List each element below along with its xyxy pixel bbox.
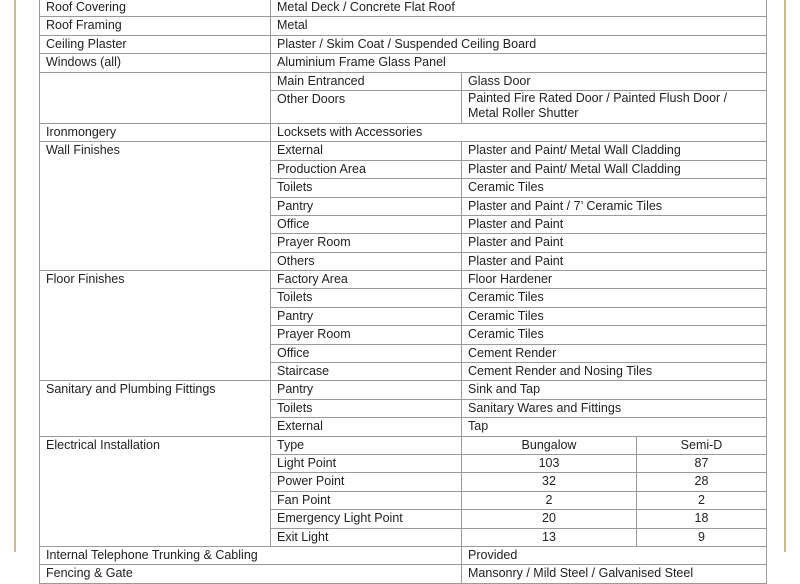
table-row <box>40 17 767 35</box>
row-label: Roof Framing <box>40 17 271 35</box>
row-label-empty <box>40 72 271 123</box>
row-value: Plaster / Skim Coat / Suspended Ceiling Board <box>271 35 767 53</box>
row-label: Ironmongery <box>40 123 271 141</box>
row-item: Type <box>271 436 462 454</box>
row-item: Staircase <box>271 363 462 381</box>
table-row <box>40 72 767 90</box>
row-value: Cement Render and Nosing Tiles <box>462 363 767 381</box>
row-label: Floor Finishes <box>40 271 271 381</box>
table-row <box>40 565 767 583</box>
semi-d-value: 28 <box>637 473 767 491</box>
row-label: Sanitary and Plumbing Fittings <box>40 381 271 436</box>
specification-table <box>39 0 767 584</box>
row-value: Provided <box>462 546 767 564</box>
row-item: Office <box>271 215 462 233</box>
bungalow-value: 2 <box>462 491 637 509</box>
row-item: Power Point <box>271 473 462 491</box>
row-value: Metal <box>271 17 767 35</box>
row-value: Plaster and Paint <box>462 252 767 270</box>
row-item: External <box>271 418 462 436</box>
row-value: Plaster and Paint/ Metal Wall Cladding <box>462 142 767 160</box>
semi-d-value: 9 <box>637 528 767 546</box>
row-item: Production Area <box>271 160 462 178</box>
row-item: Pantry <box>271 197 462 215</box>
row-value: Plaster and Paint <box>462 215 767 233</box>
row-label: Roof Covering <box>40 0 271 17</box>
row-item: Light Point <box>271 454 462 472</box>
row-value: Tap <box>462 418 767 436</box>
row-value: Sink and Tap <box>462 381 767 399</box>
row-value: Metal Deck / Concrete Flat Roof <box>271 0 767 17</box>
row-value: Ceramic Tiles <box>462 307 767 325</box>
row-value: Mansonry / Mild Steel / Galvanised Steel <box>462 565 767 583</box>
row-item: Toilets <box>271 179 462 197</box>
table-row <box>40 436 767 454</box>
column-header-semi-d: Semi-D <box>637 436 767 454</box>
table-row <box>40 35 767 53</box>
row-item: External <box>271 142 462 160</box>
row-item: Main Entranced <box>271 72 462 90</box>
row-value: Plaster and Paint / 7’ Ceramic Tiles <box>462 197 767 215</box>
row-item: Emergency Light Point <box>271 510 462 528</box>
row-value: Painted Fire Rated Door / Painted Flush Door / Metal Roller Shutter <box>462 90 767 123</box>
row-item: Prayer Room <box>271 234 462 252</box>
table-row <box>40 54 767 72</box>
bungalow-value: 13 <box>462 528 637 546</box>
row-item: Other Doors <box>271 90 462 123</box>
row-value: Ceramic Tiles <box>462 289 767 307</box>
row-item: Pantry <box>271 307 462 325</box>
row-item: Exit Light <box>271 528 462 546</box>
page-border-left <box>14 0 16 552</box>
row-item: Fan Point <box>271 491 462 509</box>
row-item: Toilets <box>271 399 462 417</box>
row-value: Glass Door <box>462 72 767 90</box>
row-item: Toilets <box>271 289 462 307</box>
semi-d-value: 87 <box>637 454 767 472</box>
row-value: Ceramic Tiles <box>462 326 767 344</box>
row-item: Others <box>271 252 462 270</box>
page-border-right <box>784 0 786 552</box>
row-value: Locksets with Accessories <box>271 123 767 141</box>
row-label: Wall Finishes <box>40 142 271 271</box>
row-item: Prayer Room <box>271 326 462 344</box>
row-item: Office <box>271 344 462 362</box>
row-value: Plaster and Paint <box>462 234 767 252</box>
column-header-bungalow: Bungalow <box>462 436 637 454</box>
semi-d-value: 18 <box>637 510 767 528</box>
row-item: Pantry <box>271 381 462 399</box>
row-value: Ceramic Tiles <box>462 179 767 197</box>
row-label: Electrical Installation <box>40 436 271 546</box>
table-row <box>40 381 767 399</box>
row-value: Cement Render <box>462 344 767 362</box>
table-row <box>40 271 767 289</box>
bungalow-value: 20 <box>462 510 637 528</box>
row-value: Plaster and Paint/ Metal Wall Cladding <box>462 160 767 178</box>
table-row <box>40 123 767 141</box>
bungalow-value: 103 <box>462 454 637 472</box>
table-row <box>40 546 767 564</box>
row-label: Fencing & Gate <box>40 565 462 583</box>
table-row <box>40 0 767 17</box>
row-value: Sanitary Wares and Fittings <box>462 399 767 417</box>
row-value: Floor Hardener <box>462 271 767 289</box>
table-row <box>40 142 767 160</box>
row-value: Aluminium Frame Glass Panel <box>271 54 767 72</box>
row-label: Windows (all) <box>40 54 271 72</box>
semi-d-value: 2 <box>637 491 767 509</box>
row-label: Internal Telephone Trunking & Cabling <box>40 546 462 564</box>
bungalow-value: 32 <box>462 473 637 491</box>
row-item: Factory Area <box>271 271 462 289</box>
row-label: Ceiling Plaster <box>40 35 271 53</box>
